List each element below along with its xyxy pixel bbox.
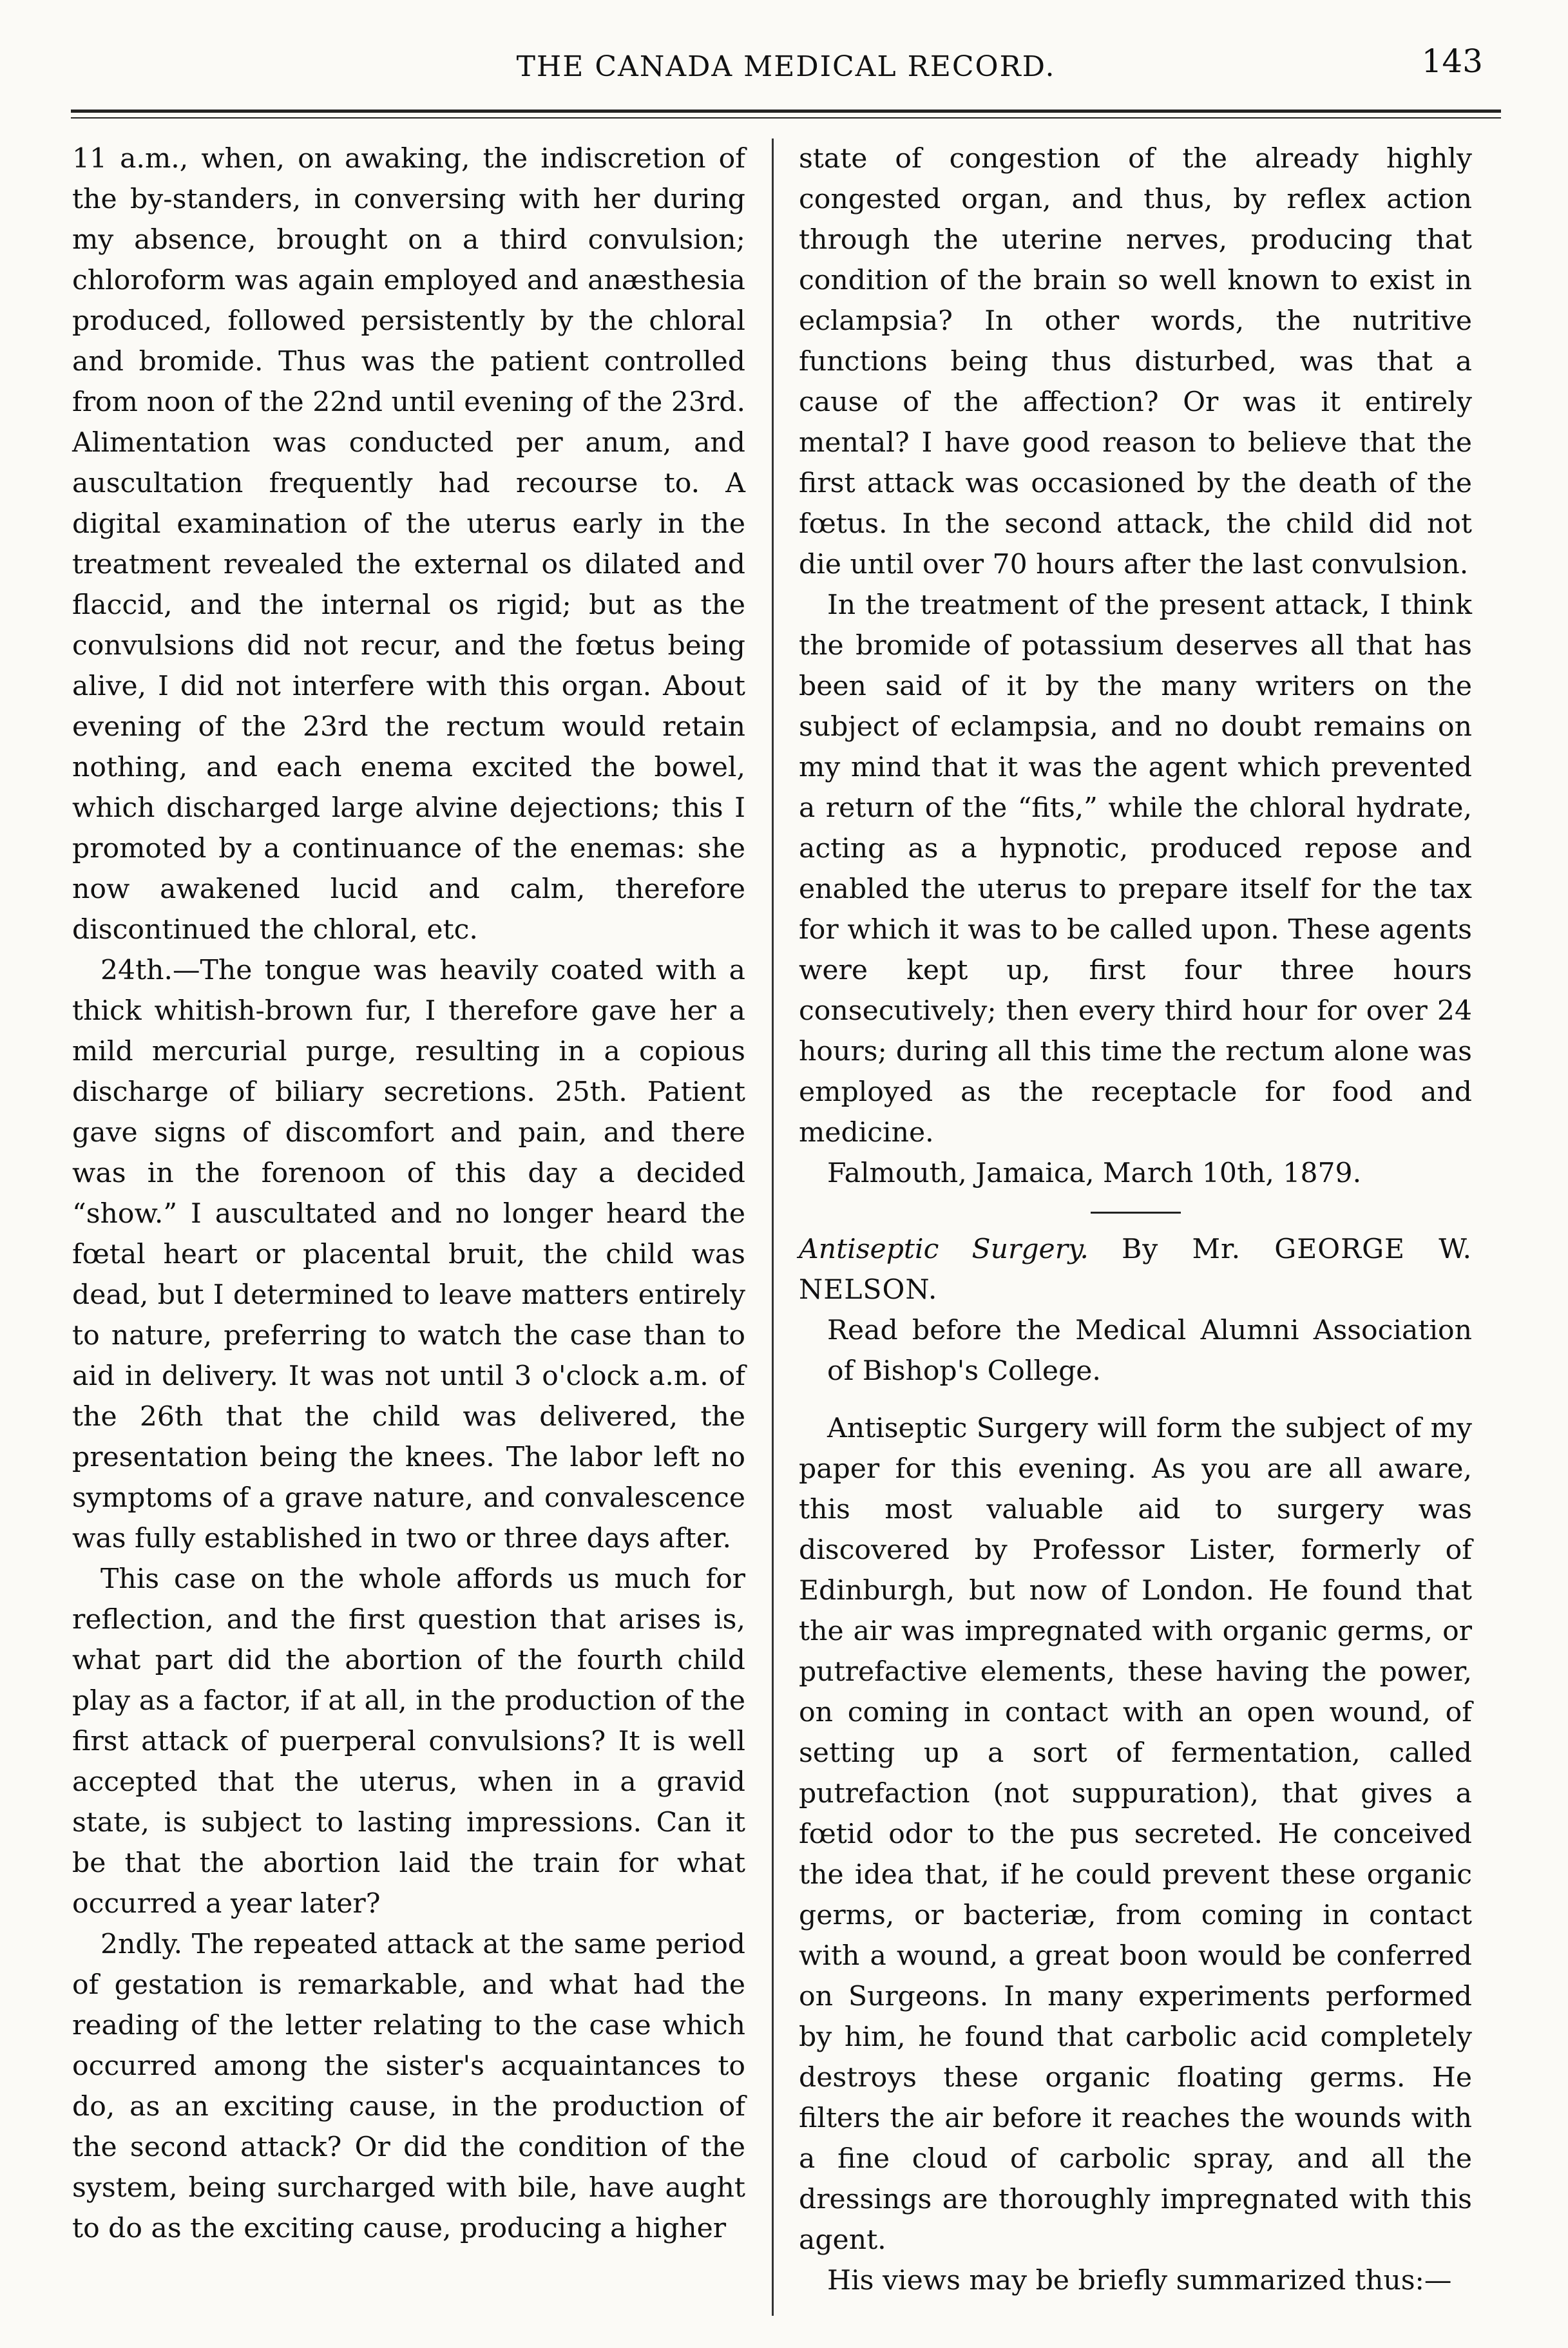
paragraph: 11 a.m., when, on awaking, the indiscretion of the by-standers, in conversing with her during my absence, brought on a third convulsion; chloroform was again employed and anæsthesia produced, followed persistently by the chloral and bromide. Thus was the patient controlled from noon of the 22nd until evening of the 23rd. Alimentation was conducted per anum, and auscultation frequently had recourse to. A digital examination of the uterus early in the treatment revealed the external os dilated and flaccid, and the internal os rigid; but as the convulsions did not recur, and the fœtus being alive, I did not interfere with this organ. About evening of the 23rd the rectum would retain nothing, and each enema excited the bowel, which discharged large alvine dejections; this I promoted by a continuance of the enemas: she now awakened lucid and calm, therefore discontinued the chloral, etc. — [72, 143, 745, 946]
section-separator — [1091, 1212, 1181, 1214]
spacer — [799, 1391, 1472, 1408]
article-byline: By Mr. GEORGE W. NELSON. — [799, 1234, 1473, 1306]
dateline: Falmouth, Jamaica, March 10th, 1879. — [827, 1158, 1362, 1189]
article-read-before: Read before the Medical Alumni Association of Bishop's College. — [827, 1315, 1472, 1387]
left-column — [72, 138, 745, 2249]
paragraph: 2ndly. The repeated attack at the same period of gestation is remarkable, and what had the reading of the letter relating to the case which occurred among the sister's acquaintances to do, as an exciting cause, in the production of the second attack? Or did the condition of the system, being surcharged with bile, have aught to do as the exciting cause, producing a higher — [72, 1929, 745, 2244]
header-rule-thin — [71, 117, 1501, 119]
running-title: THE CANADA MEDICAL RECORD. — [516, 50, 1056, 83]
article-heading — [799, 1229, 1472, 1310]
column-divider — [772, 138, 774, 2316]
paragraph: This case on the whole affords us much for reflection, and the first question that arises is, what part did the abortion of the fourth child play as a factor, if at all, in the production of the first attack of puerperal convulsions? It is well accepted that the uterus, when in a gravid state, is subject to lasting impressions. Can it be that the abortion laid the train for what occurred a year later? — [72, 1563, 745, 1920]
article-title: Antiseptic Surgery. — [799, 1234, 1089, 1265]
header-rule-thick — [71, 110, 1501, 113]
paragraph: In the treatment of the present attack, I think the bromide of potassium deserves all that has been said of it by the many writers on the subject of eclampsia, and no doubt remains on my mind that it was the agent which prevented a return of the “fits,” while the chloral hydrate, acting as a hypnotic, produced repose and enabled the uterus to prepare itself for the tax for which it was to be called upon. These agents were kept up, first four three hours consecutively; then every third hour for over 24 hours; during all this time the rectum alone was employed as the receptacle for food and medicine. — [799, 589, 1472, 1149]
paragraph: 24th.—The tongue was heavily coated with a thick whitish-brown fur, I therefore gave her a mild mercurial purge, resulting in a copious discharge of biliary secretions. 25th. Patient gave signs of discomfort and pain, and there was in the forenoon of this day a decided “show.” I auscultated and no longer heard the fœtal heart or placental bruit, the child was dead, but I determined to leave matters entirely to nature, preferring to watch the case than to aid in delivery. It was not until 3 o'clock a.m. of the 26th that the child was delivered, the presentation being the knees. The labor left no symptoms of a grave nature, and convalescence was fully established in two or three days after. — [72, 955, 745, 1554]
right-column — [799, 138, 1472, 2301]
paragraph: state of congestion of the already highly congested organ, and thus, by reflex action through the uterine nerves, producing that condition of the brain so well known to exist in eclampsia? In other words, the nutritive functions being thus disturbed, was that a cause of the affection? Or was it entirely mental? I have good reason to believe that the first attack was occasioned by the death of the fœtus. In the second attack, the child did not die until over 70 hours after the last convulsion. — [799, 143, 1472, 580]
page-header — [71, 26, 1501, 103]
paragraph: Antiseptic Surgery will form the subject of my paper for this evening. As you are all aware, this most valuable aid to surgery was discovered by Professor Lister, formerly of Edinburgh, but now of London. He found that the air was impregnated with organic germs, or putrefactive elements, these having the power, on coming in contact with an open wound, of setting up a sort of fermentation, called putrefaction (not suppuration), that gives a fœtid odor to the pus secreted. He conceived the idea that, if he could prevent these organic germs, or bacteriæ, from coming in contact with a wound, a great boon would be conferred on Surgeons. In many experiments performed by him, he found that carbolic acid completely destroys these organic floating germs. He filters the air before it reaches the wounds with a fine cloud of carbolic spray, and all the dressings are thoroughly impregnated with this agent. — [799, 1413, 1472, 2256]
page-number: 143 — [1421, 43, 1483, 80]
paragraph: His views may be briefly summarized thus:— — [827, 2265, 1452, 2296]
